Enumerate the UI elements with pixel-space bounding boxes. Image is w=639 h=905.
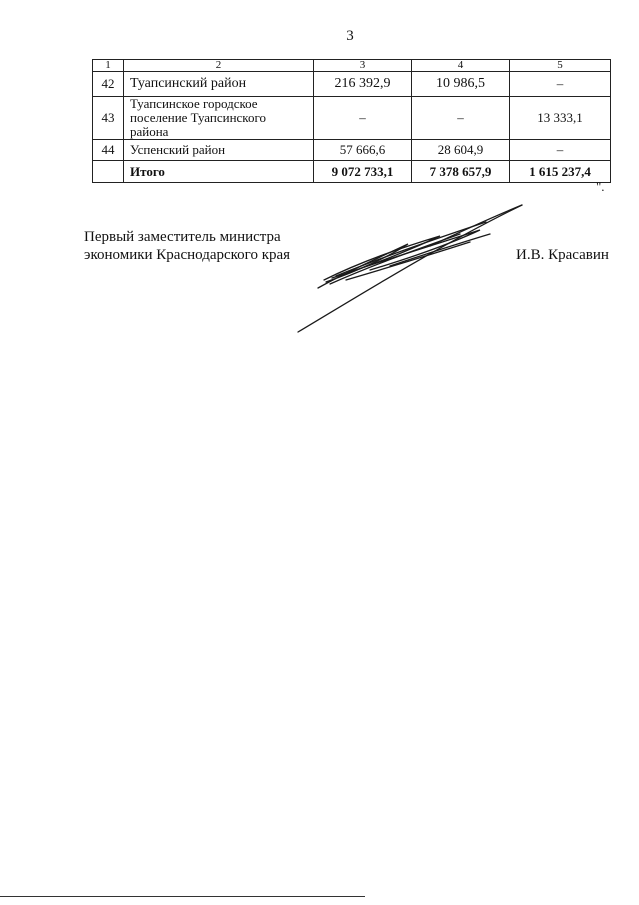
page-number: 3 <box>346 28 354 44</box>
header-cell-2: 2 <box>124 60 314 72</box>
table-row <box>93 72 611 97</box>
row-col4: 28 604,9 <box>412 140 510 161</box>
table-row <box>93 140 611 161</box>
row-col3: – <box>314 97 412 140</box>
signatory-title <box>84 228 290 264</box>
row-col4: 10 986,5 <box>412 72 510 97</box>
header-cell-3: 3 <box>314 60 412 72</box>
table-total-row <box>93 161 611 183</box>
row-name: Туапсинский район <box>124 72 314 97</box>
row-col5: – <box>510 72 611 97</box>
total-label: Итого <box>124 161 314 183</box>
row-number: 42 <box>93 72 124 97</box>
handwritten-signature <box>290 200 530 340</box>
total-empty-cell <box>93 161 124 183</box>
row-col5: 13 333,1 <box>510 97 611 140</box>
row-col3: 57 666,6 <box>314 140 412 161</box>
footer-divider <box>0 896 365 897</box>
row-number: 43 <box>93 97 124 140</box>
row-name: Успенский район <box>124 140 314 161</box>
row-col5: – <box>510 140 611 161</box>
header-cell-5: 5 <box>510 60 611 72</box>
data-table <box>92 59 611 183</box>
signatory-name: И.В. Красавин <box>516 247 609 263</box>
total-col5: 1 615 237,4 <box>510 161 611 183</box>
signatory-title-line2: экономики Краснодарского края <box>84 247 291 263</box>
row-number: 44 <box>93 140 124 161</box>
row-col3: 216 392,9 <box>314 72 412 97</box>
header-cell-1: 1 <box>93 60 124 72</box>
row-name <box>124 97 314 140</box>
signatory-title-line1: Первый заместитель министра <box>84 229 281 245</box>
table-header-row <box>93 60 611 72</box>
row-col4: – <box>412 97 510 140</box>
closing-quote-mark: ". <box>596 179 605 194</box>
row-name-line2: поселение Туапсинского района <box>130 110 266 139</box>
total-col4: 7 378 657,9 <box>412 161 510 183</box>
total-col3: 9 072 733,1 <box>314 161 412 183</box>
table-row <box>93 97 611 140</box>
row-name-line1: Туапсинское городское <box>130 96 258 111</box>
header-cell-4: 4 <box>412 60 510 72</box>
